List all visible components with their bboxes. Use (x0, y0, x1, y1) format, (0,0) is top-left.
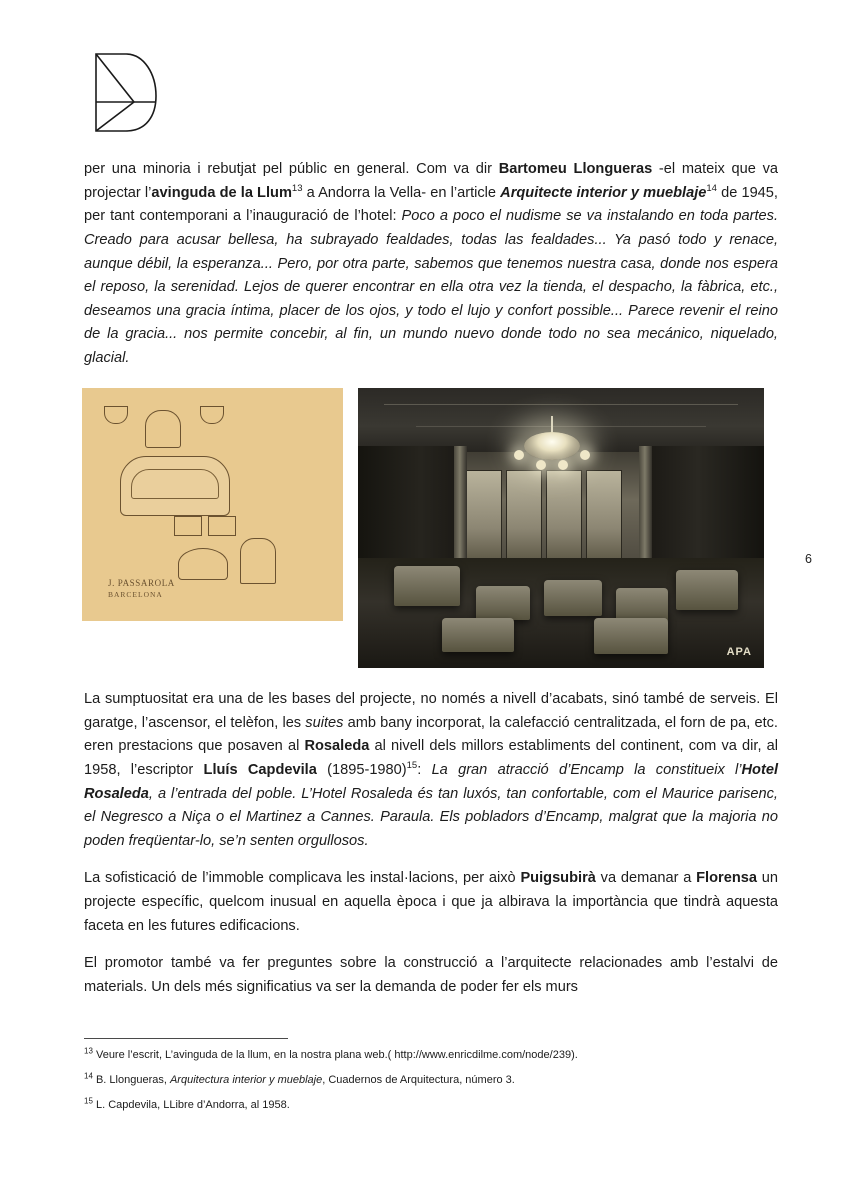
p3-seg2: va demanar a (595, 870, 697, 887)
photo-armchair-4 (616, 588, 668, 622)
footnote-13-marker: 13 (84, 1046, 93, 1056)
footnote-13 (84, 1048, 778, 1064)
p2-seg2: amb bany incorporat, la calefacció centralitzada, el forn de pa, etc. eren prestacions que posaven al (84, 714, 778, 755)
p3-seg3: un projecte específic, quelcom inusual en aquella època i que ja albirava la importància que tindrà aquesta faceta en les futures edificacions. (84, 870, 778, 934)
p2-quote-b: , a l’entrada del poble. L’Hotel Rosaleda és tan luxós, tan confortable, com el Maurice parisenc, el Negresco a Niça o el Martinez a Cannes. Paraula. Els pobladors d’Encamp, malgrat que la majoria no poden freqüentar-lo, se’n senten orgullosos. (84, 785, 778, 849)
photo-door-3 (546, 470, 582, 568)
photo-sofa-front-left (442, 618, 514, 652)
body-text-top (84, 158, 778, 371)
photo-door-1 (466, 470, 502, 568)
footnote-15-marker: 15 (84, 1096, 93, 1106)
p2-seg4: (1895-1980) (316, 761, 407, 778)
footnote-14-marker: 14 (84, 1071, 93, 1081)
chandelier-light-1 (514, 450, 524, 460)
p2-seg5: : (417, 761, 432, 778)
footnote-separator (84, 1038, 288, 1039)
p1-bolditalic-article: Arquitecte interior y mueblaje (500, 184, 707, 201)
page-number: 6 (805, 552, 812, 566)
sketch-side-table (178, 548, 228, 580)
p2-bold-capdevila: Lluís Capdevila (203, 761, 317, 778)
p1-seg3: a Andorra la Vella- en l’article (302, 184, 501, 201)
photo-hotel-lobby (358, 388, 764, 668)
photo-armchair-3 (544, 580, 602, 616)
p3-bold-florensa: Florensa (696, 870, 757, 887)
sketch-picture-frame-1 (174, 516, 202, 536)
figure-row (82, 388, 782, 668)
p3-seg1: La sofisticació de l’immoble complicava les instal·lacions, per això (84, 870, 521, 887)
p1-seg1: per una minoria i rebutjat pel públic en general. Com va dir (84, 161, 499, 177)
footnote-13-text: Veure l’escrit, L’avinguda de la llum, en la nostra plana web.( http://www.enricdilme.com/node/239). (95, 1049, 578, 1061)
p4-seg1: El promotor també va fer preguntes sobre la construcció a l’arquitecte relacionades amb l’estalvi de materials. Un dels més significatius va ser la demanda de poder fer els murs (84, 955, 778, 996)
photo-door-2 (506, 470, 542, 568)
sketch-signature (108, 578, 175, 599)
sketch-signature-city: BARCELONA (108, 590, 163, 599)
paragraph-1 (84, 158, 778, 371)
footnote-ref-15: 15 (406, 760, 418, 772)
photo-armchair-2 (476, 586, 530, 620)
footnote-ref-13: 13 (291, 182, 303, 194)
p2-bolditalic-hotel: Hotel Rosaleda (84, 761, 778, 802)
p1-seg4: de 1945, per tant contemporani a l’inauguració de l’hotel: (84, 184, 778, 225)
photo-sofa-front-right (594, 618, 668, 654)
body-text-bottom (84, 688, 778, 1000)
sketch-picture-frame-2 (208, 516, 236, 536)
photo-armchair-1 (394, 566, 460, 606)
footnotes (84, 1048, 778, 1123)
p2-seg3: al nivell dels millors establiments del continent, com va dir, al 1958, l’escriptor (84, 738, 779, 778)
photo-chandelier (506, 416, 598, 478)
sketch-mirror (145, 410, 181, 448)
sketch-wall-lamp-left (104, 406, 128, 424)
sketch-sofa (120, 456, 230, 516)
p3-bold-puigsubira: Puigsubirà (520, 870, 596, 887)
sketch-interior-drawing (82, 388, 343, 621)
sketch-armchair (240, 538, 276, 584)
p2-seg1: La sumptuositat era una de les bases del projecte, no només a nivell d’acabats, sinó també de serveis. El garatge, l’ascensor, el telèfon, les (84, 691, 778, 731)
p1-bold-avinguda: avinguda de la Llum (151, 184, 292, 201)
footnote-15-text: L. Capdevila, LLibre d’Andorra, al 1958. (95, 1098, 290, 1111)
p2-quote-a: La gran atracció d’Encamp la constitueix l’ (431, 761, 742, 778)
p1-bold-llongueras: Bartomeu Llongueras (498, 161, 653, 177)
chandelier-light-4 (580, 450, 590, 460)
footnote-15 (84, 1098, 778, 1114)
footnote-14 (84, 1073, 778, 1089)
enric-dilme-logo (92, 50, 160, 135)
p1-seg2: -el mateix que va projectar l’ (84, 161, 778, 201)
p2-italic-suites: suites (305, 714, 344, 731)
footnote-14-post: , Cuadernos de Arquitectura, número 3. (322, 1073, 515, 1086)
chandelier-light-2 (536, 460, 546, 470)
footnote-14-pre: B. Llongueras, (95, 1073, 170, 1086)
footnote-ref-14: 14 (706, 182, 717, 194)
photo-door-4 (586, 470, 622, 568)
chandelier-bowl (524, 432, 580, 460)
photo-watermark: APA (726, 646, 752, 658)
p2-bold-rosaleda: Rosaleda (304, 738, 370, 755)
p1-quote: Poco a poco el nudisme se va instalando en toda partes. Creado para acusar bellesa, ha subrayado fealdades, todas las fealdades... Ya pasó todo y renace, aunque débil, la esperanza... Pero, por otra parte, sabemos que tenemos nuestra casa, donde nos espera el reposo, la serenidad. Lejos de querer encontrar en ella otra vez la tienda, el despacho, la fàbrica, etc., deseamos una gracia íntima, placer de los ojos, y todo el lujo y confort possible... Parece revenir el reino de la gracia... nos permite concebir, al fin, un mundo nuevo donde todo no sea mecánico, niquelado, glacial. (84, 208, 778, 367)
photo-armchair-5 (676, 570, 738, 610)
paragraph-4 (84, 952, 778, 999)
sketch-signature-name: J. PASSAROLA (108, 578, 175, 588)
chandelier-light-3 (558, 460, 568, 470)
paragraph-3 (84, 867, 778, 938)
footnote-14-title: Arquitectura interior y mueblaje (169, 1073, 323, 1086)
paragraph-2 (84, 688, 778, 853)
